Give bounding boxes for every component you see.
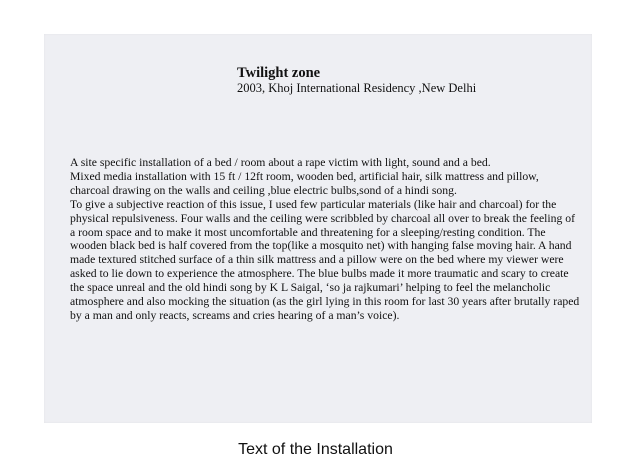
document-sheet [44, 34, 592, 423]
document-title: Twilight zone [237, 65, 321, 81]
document-body [70, 156, 580, 323]
image-caption: Text of the Installation [238, 441, 393, 458]
document-subtitle: 2003, Khoj International Residency ,New Delhi [237, 81, 477, 95]
paragraph-intro: A site specific installation of a bed / room about a rape victim with light, sound and a bed. [70, 156, 491, 169]
paragraph-description: To give a subjective reaction of this issue, I used few particular materials (like hair and charcoal) for the physical repulsiveness. Four walls and the ceiling were scribbled by charcoal all over to break the feeling of a room space and to make it most uncomfortable and threatening for a sleeping/resting condition. The wooden black bed is half covered from the top(like a mosquito net) with hanging false moving hair. A hand made textured stitched surface of a thin silk mattress and a pillow were on the bed where my viewer were asked to lie down to experience the atmosphere. The blue bulbs made it more traumatic and scary to create the space unreal and the old hindi song by K L Saigal, ‘so ja rajkumari’ helping to feel the melancholic atmosphere and also mocking the situation (as the girl lying in this room for last 30 years after brutally raped by a man and only reacts, screams and cries hearing of a man’s voice). [70, 197, 580, 322]
paragraph-materials: Mixed media installation with 15 ft / 12ft room, wooden bed, artificial hair, silk mattress and pillow, charcoal drawing on the walls and ceiling ,blue electric bulbs,sond of a hindi song. [70, 169, 539, 197]
